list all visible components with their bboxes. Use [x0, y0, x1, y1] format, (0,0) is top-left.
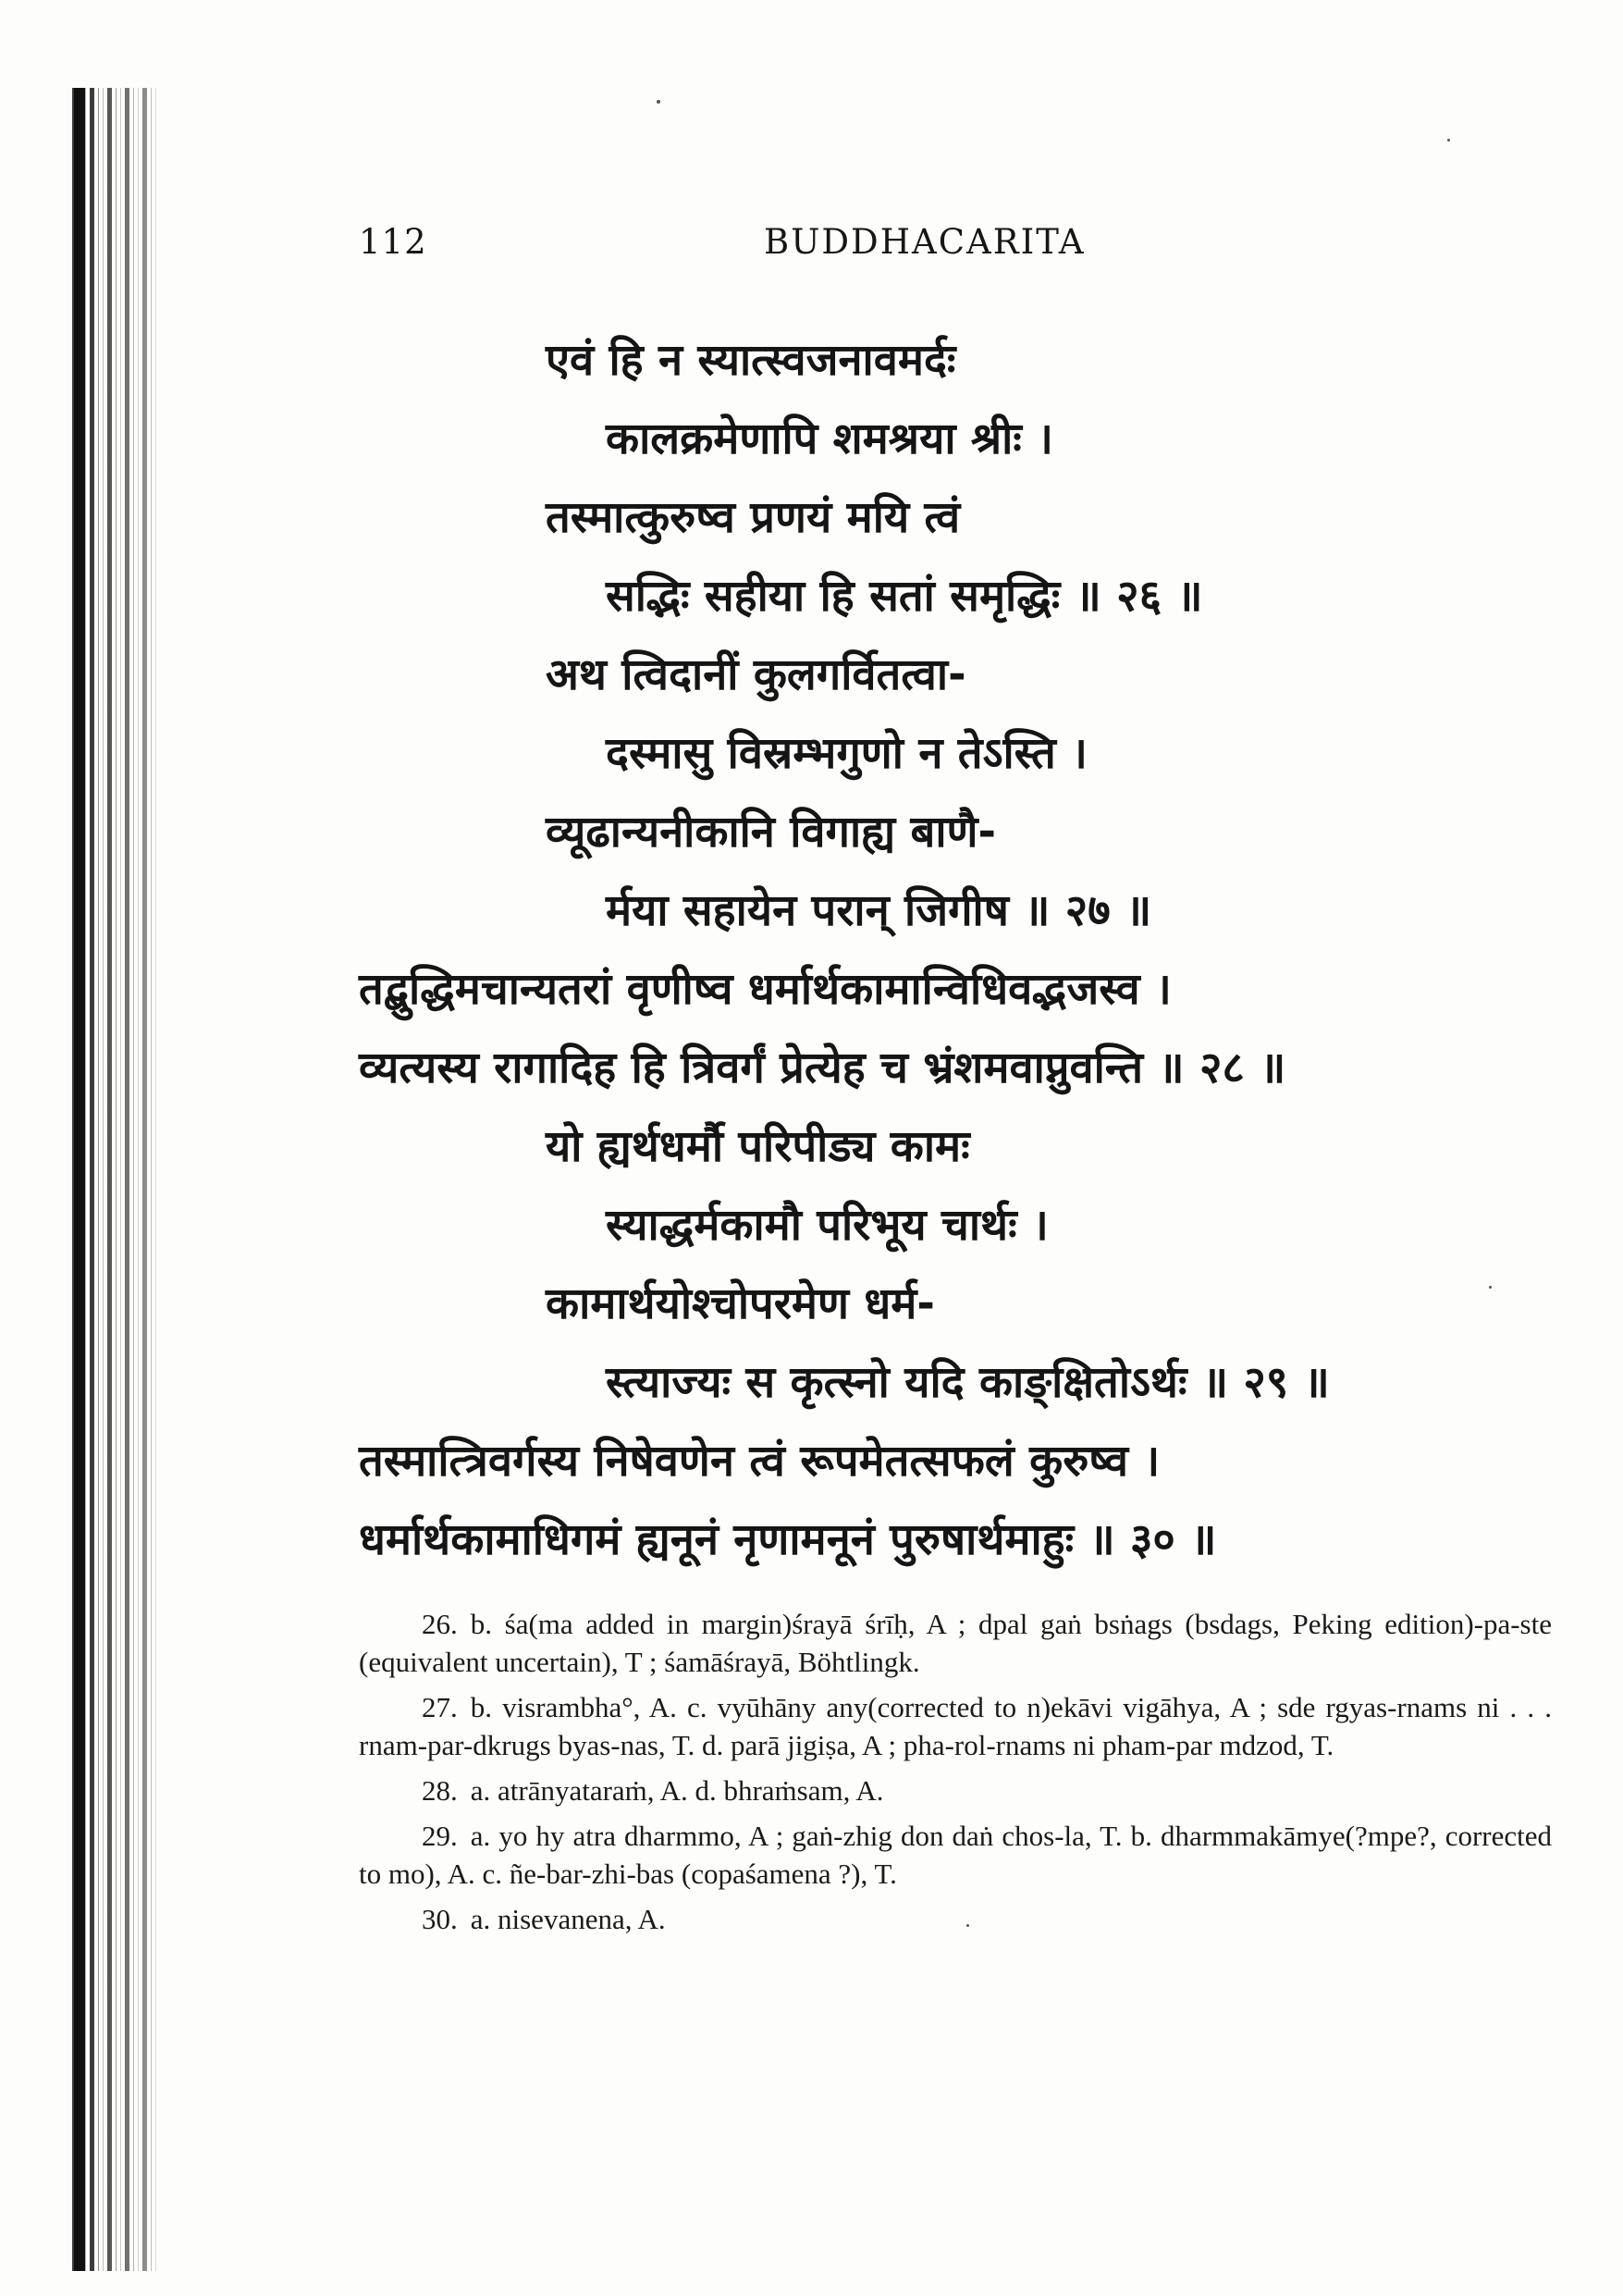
page-header [359, 222, 1561, 268]
verse-line: तद्बुद्धिमचान्यतरां वृणीष्व धर्मार्थकामान्विधिवद्भजस्व । [359, 964, 1172, 1015]
footnote [359, 1900, 1552, 1938]
verse-line: अथ त्विदानीं कुलगर्वितत्वा- [546, 649, 966, 700]
verse-line: यो ह्यर्थधर्मौ परिपीड्य कामः [546, 1121, 970, 1172]
verse-line: तस्मात्कुरुष्व प्रणयं मयि त्वं [546, 492, 961, 543]
footnote [359, 1817, 1552, 1893]
footnote [359, 1605, 1552, 1681]
verse-line: व्यत्यस्य रागादिह हि त्रिवर्गं प्रेत्येह च भ्रंशमवाप्नुवन्ति ॥ २८ ॥ [359, 1043, 1286, 1093]
footnotes [359, 1605, 1552, 1945]
footnote-text: a. nisevanena, A. [470, 1903, 666, 1935]
running-title: BUDDHACARITA [764, 222, 1086, 262]
footnote-text: b. visrambha°, A. c. vyūhāny any(corrected to n)ekāvi vigāhya, A ; sde rgyas-rnams ni . . . rnam-par-dkrugs byas-nas, T. d. parā jigiṣa, A ; pha-rol-rnams ni pham-par mdzod, T. [359, 1691, 1552, 1761]
footnote-number: 29. [422, 1820, 458, 1852]
verse-line: कालक्रमेणापि शमश्रया श्रीः । [606, 414, 1053, 464]
paper-speck [1447, 139, 1450, 142]
footnote-number: 30. [422, 1903, 458, 1935]
footnote [359, 1688, 1552, 1764]
footnote-number: 28. [422, 1774, 458, 1807]
verse-line: एवं हि न स्यात्स्वजनावमर्दः [546, 335, 956, 386]
footnote-text: a. atrānyataraṁ, A. d. bhraṁsam, A. [470, 1774, 884, 1807]
verse-line: धर्मार्थकामाधिगमं ह्यनूनं नृणामनूनं पुरुषार्थमाहुः ॥ ३० ॥ [359, 1514, 1217, 1565]
footnote [359, 1771, 1552, 1809]
binding-edge [74, 88, 85, 2271]
verse-line: तस्मात्त्रिवर्गस्य निषेवणेन त्वं रूपमेतत्सफलं कुरुष्व । [359, 1436, 1161, 1487]
footnote-number: 26. [422, 1608, 458, 1640]
page-number: 112 [359, 222, 427, 262]
paper-speck [966, 1924, 969, 1927]
verse-line: सद्भिः सहीया हि सतां समृद्धिः ॥ २६ ॥ [606, 571, 1203, 622]
footnote-text: b. śa(ma added in margin)śrayā śrīḥ, A ; dpal gaṅ bsṅags (bsdags, Peking edition)-pa-ste (equivalent uncertain), T ; śamāśrayā, Böhtlingk. [359, 1608, 1552, 1678]
footnote-number: 27. [422, 1691, 458, 1723]
paper-speck [657, 100, 660, 104]
footnote-text: a. yo hy atra dharmmo, A ; gaṅ-zhig don daṅ chos-la, T. b. dharmmakāmye(?mpe?, corrected to mo), A. c. ñe-bar-zhi-bas (copaśamena ?), T. [359, 1820, 1552, 1890]
verse-line: स्याद्धर्मकामौ परिभूय चार्थः । [606, 1200, 1049, 1251]
paper-speck [1489, 1286, 1492, 1289]
verse-line: व्यूढान्यनीकानि विगाह्य बाणै- [546, 807, 997, 858]
verse-line: स्त्याज्यः स कृत्स्नो यदि काङ्क्षितोऽर्थः ॥ २९ ॥ [606, 1357, 1330, 1408]
verse-line: दस्मासु विस्रम्भगुणो न तेऽस्ति । [606, 728, 1088, 779]
verse-line: र्मया सहायेन परान् जिगीष ॥ २७ ॥ [606, 885, 1152, 936]
binding-shadow [92, 88, 162, 2271]
verse-line: कामार्थयोश्चोपरमेण धर्म- [546, 1278, 935, 1329]
